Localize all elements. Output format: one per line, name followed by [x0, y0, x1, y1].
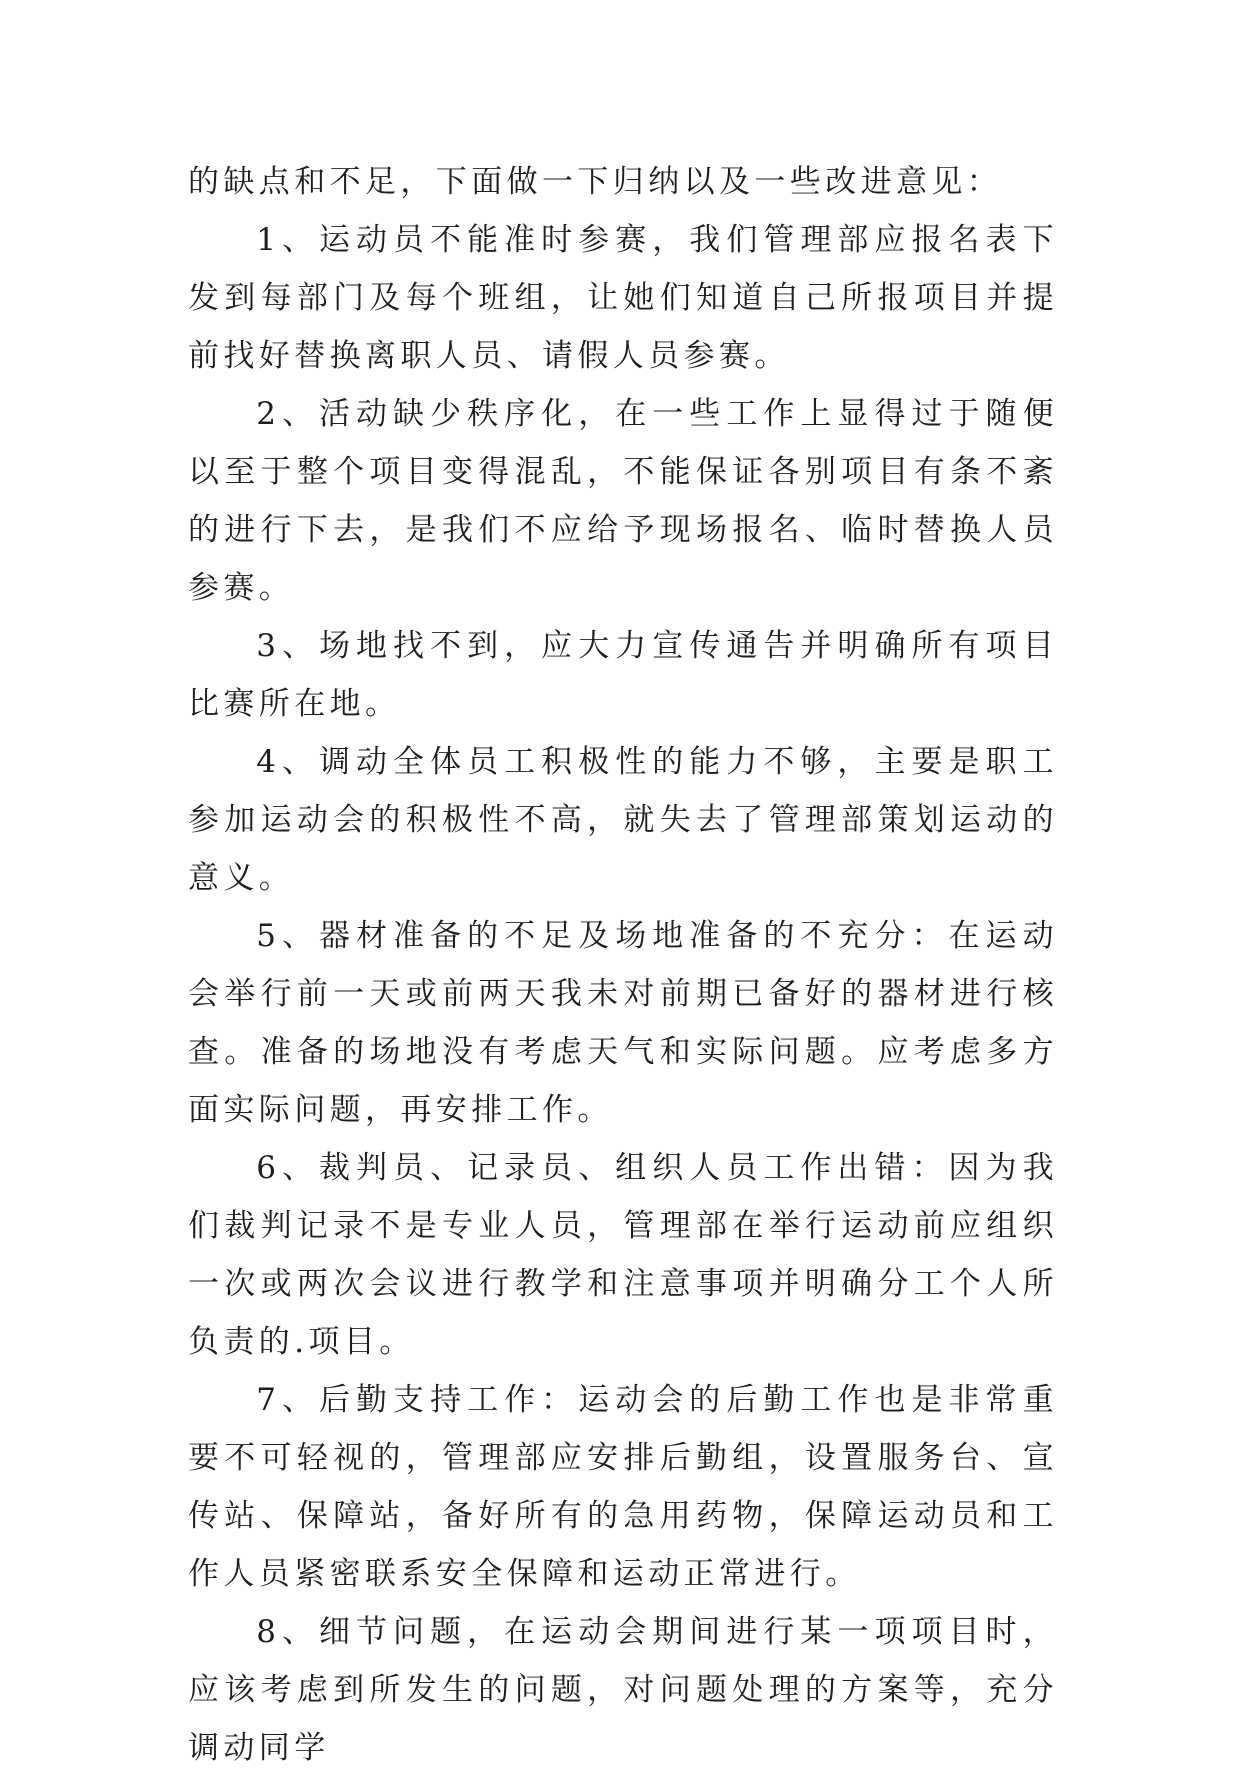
document-body — [188, 153, 1058, 1777]
paragraph-item-1: 1、运动员不能准时参赛，我们管理部应报名表下发到每部门及每个班组，让她们知道自己所报项目并提前找好替换离职人员、请假人员参赛。 — [188, 222, 1058, 374]
paragraph-item-4: 4、调动全体员工积极性的能力不够，主要是职工参加运动会的积极性不高，就失去了管理部策划运动的意义。 — [188, 744, 1058, 896]
paragraph-item-8: 8、细节问题，在运动会期间进行某一项项目时，应该考虑到所发生的问题，对问题处理的方案等，充分调动同学 — [188, 1614, 1058, 1766]
paragraph-item-3: 3、场地找不到，应大力宣传通告并明确所有项目比赛所在地。 — [188, 628, 1058, 722]
paragraph-continuation: 的缺点和不足，下面做一下归纳以及一些改进意见： — [188, 164, 1003, 200]
paragraph-item-6: 6、裁判员、记录员、组织人员工作出错：因为我们裁判记录不是专业人员，管理部在举行运动前应组织一次或两次会议进行教学和注意事项并明确分工个人所负责的.项目。 — [188, 1150, 1058, 1360]
paragraph-item-7: 7、后勤支持工作：运动会的后勤工作也是非常重要不可轻视的，管理部应安排后勤组，设置服务台、宣传站、保障站，备好所有的急用药物，保障运动员和工作人员紧密联系安全保障和运动正常进行。 — [188, 1382, 1058, 1592]
paragraph-item-5: 5、器材准备的不足及场地准备的不充分：在运动会举行前一天或前两天我未对前期已备好的器材进行核查。准备的场地没有考虑天气和实际问题。应考虑多方面实际问题，再安排工作。 — [188, 918, 1058, 1128]
paragraph-item-2: 2、活动缺少秩序化，在一些工作上显得过于随便以至于整个项目变得混乱，不能保证各别项目有条不紊的进行下去，是我们不应给予现场报名、临时替换人员参赛。 — [188, 396, 1058, 606]
